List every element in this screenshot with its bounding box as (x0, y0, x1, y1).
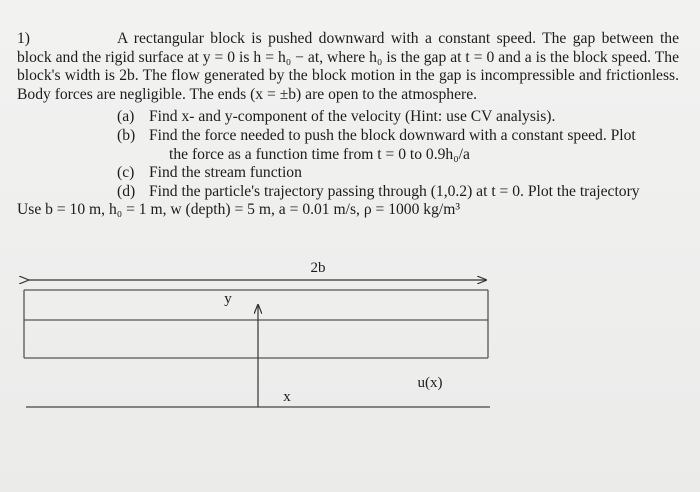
part-b-label: (b) (117, 126, 136, 144)
part-d-text: Find the particle's trajectory passing through (1,0.2) at t = 0. Plot the trajectory (149, 182, 640, 200)
part-d (17, 183, 679, 202)
block-diagram (0, 250, 700, 430)
problem-number: 1) (17, 30, 30, 47)
part-d-label: (d) (117, 182, 136, 200)
part-b-continuation: the force as a function time from t = 0 to 0.9h₀/a (169, 145, 470, 163)
part-c (17, 164, 679, 183)
part-a (17, 108, 679, 127)
part-b-text: Find the force needed to push the block downward with a constant speed. Plot (149, 126, 636, 144)
problem-intro (17, 30, 679, 104)
problem-statement (17, 30, 679, 220)
intro-text: A rectangular block is pushed downward with a constant speed. The gap between the block and the rigid surface at y = 0 is h = h₀ − at, where h₀ is the gap at t = 0 and a is the block speed. The block's width is 2b. The flow generated by the block motion in the gap is incompressible and frictionless. Body forces are negligible. The ends (x = ±b) are open to the atmosphere. (17, 30, 679, 103)
part-b (17, 127, 679, 164)
given-values: Use b = 10 m, h₀ = 1 m, w (depth) = 5 m, a = 0.01 m/s, ρ = 1000 kg/m³ (17, 201, 461, 219)
y-axis-label: y (224, 291, 232, 307)
part-c-text: Find the stream function (149, 164, 302, 182)
part-a-label: (a) (117, 108, 135, 126)
velocity-label: u(x) (417, 375, 443, 391)
question-parts (17, 108, 679, 201)
part-a-text: Find x- and y-component of the velocity (Hint: use CV analysis). (149, 108, 556, 126)
part-c-label: (c) (117, 164, 135, 182)
width-label: 2b (310, 260, 326, 276)
x-axis-label: x (283, 389, 291, 405)
